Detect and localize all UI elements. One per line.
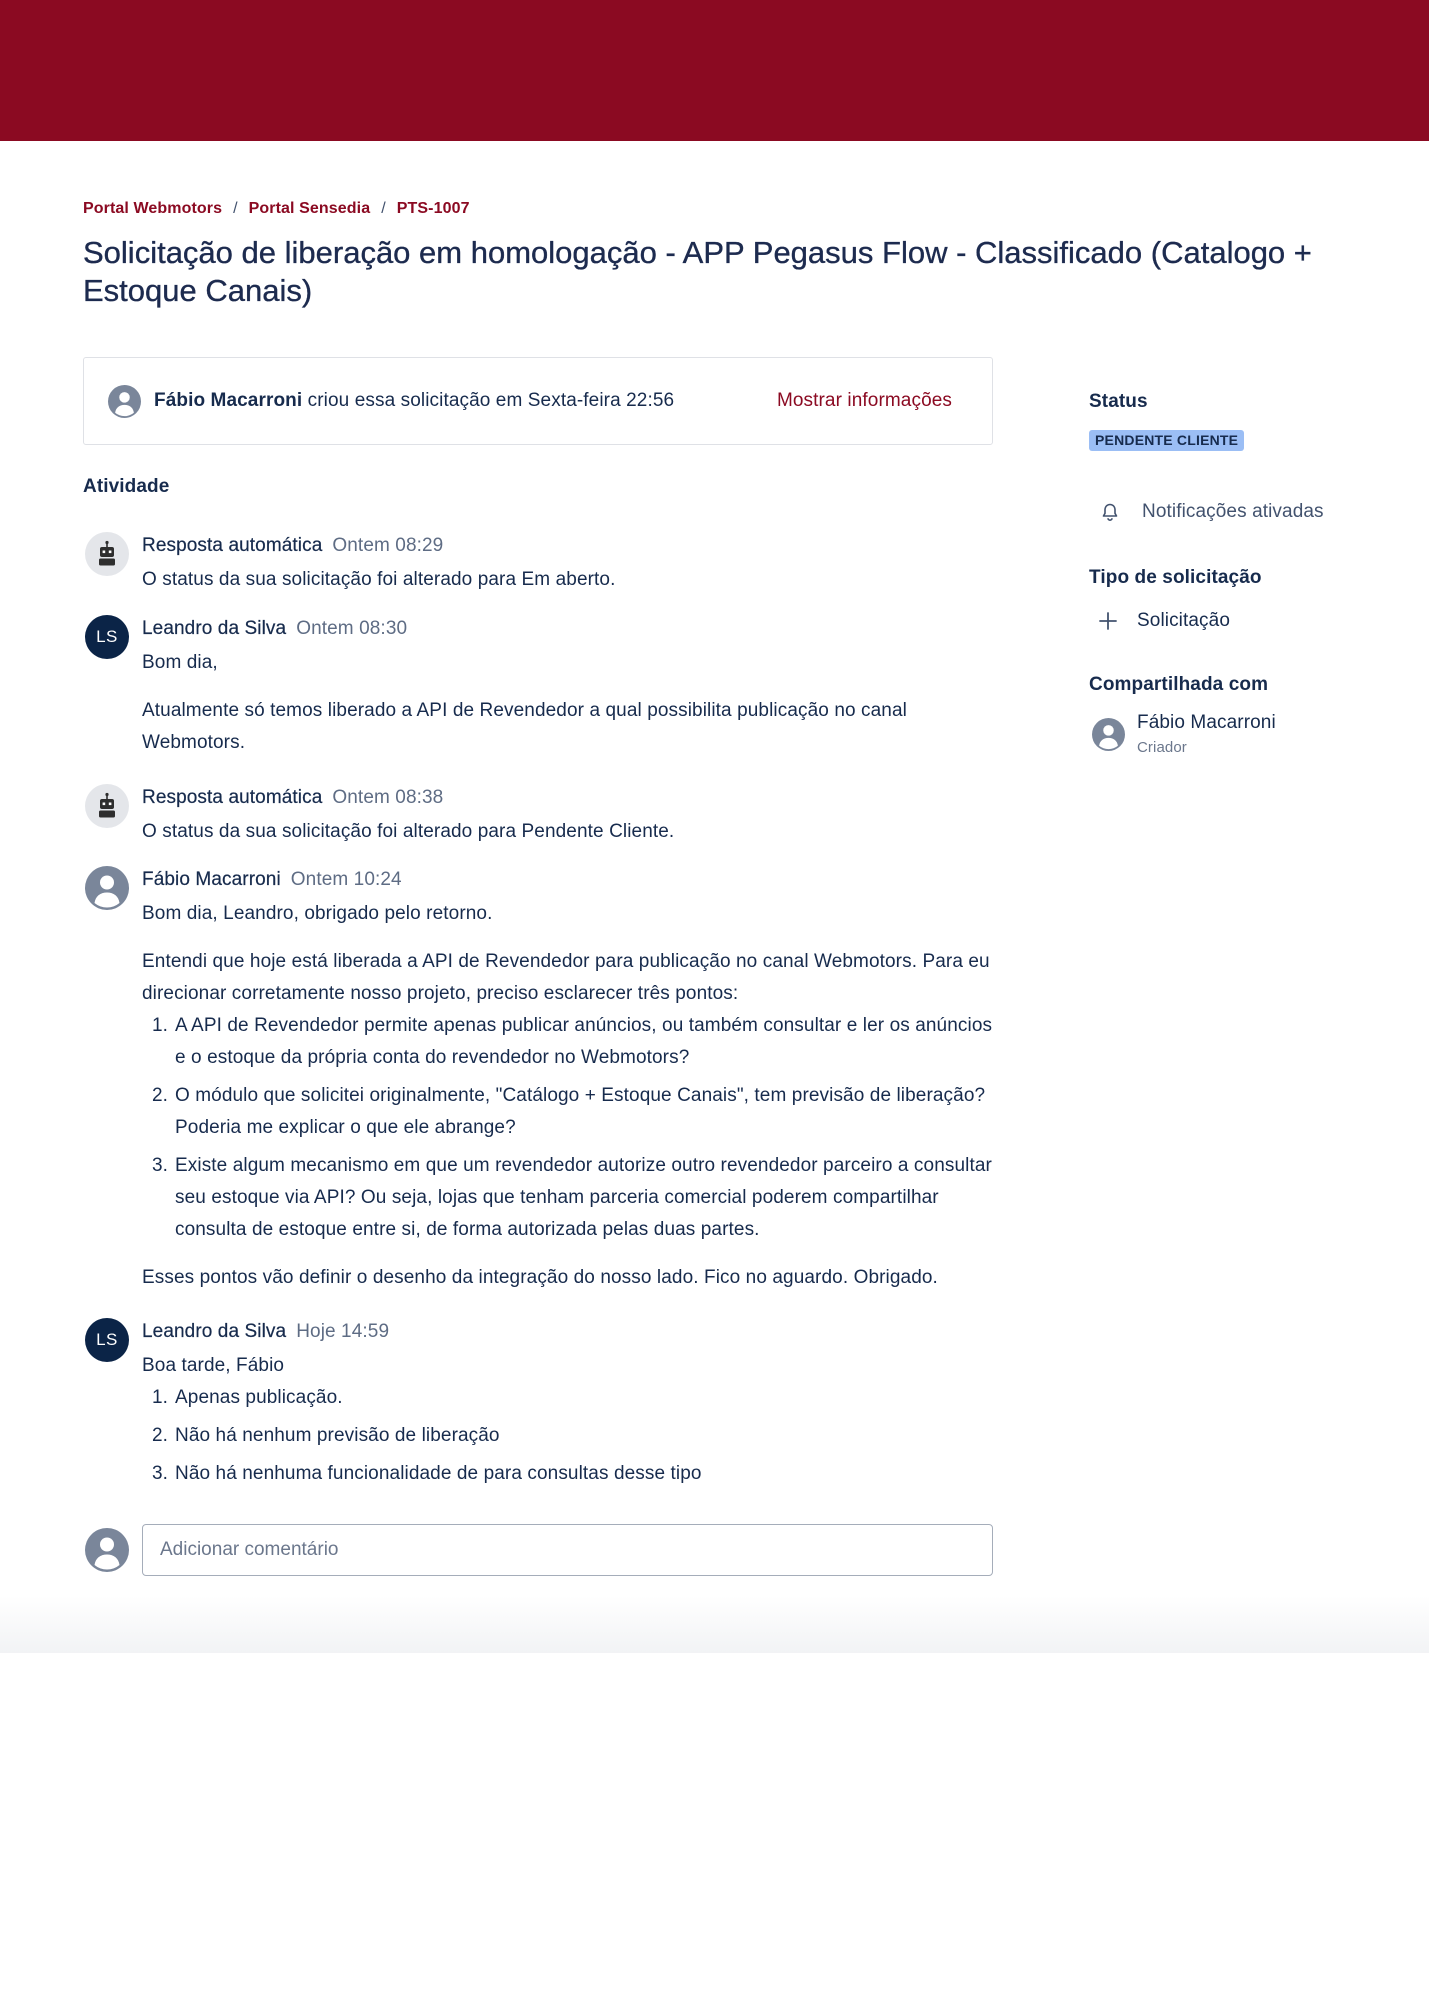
list-item-text: Não há nenhum previsão de liberação: [175, 1425, 500, 1446]
user-icon: [108, 385, 141, 418]
activity-header: [142, 1316, 993, 1348]
bot-icon: [85, 532, 129, 576]
breadcrumb-separator: /: [233, 200, 238, 217]
request-type-value: Solicitação: [1137, 610, 1230, 631]
activity-header: [142, 864, 993, 896]
numbered-list: [142, 1382, 993, 1490]
page-title: Solicitação de liberação em homologação - APP Pegasus Flow - Classificado (Catalogo + Estoque Canais): [83, 235, 1312, 308]
comment-row: [85, 1524, 993, 1576]
list-item: [142, 1080, 993, 1144]
activity-time: Hoje 14:59: [296, 1321, 390, 1342]
bot-icon: [85, 784, 129, 828]
notifications-toggle[interactable]: [1089, 498, 1389, 526]
activity-time: Ontem 08:38: [332, 787, 444, 808]
user-icon: [85, 866, 129, 910]
breadcrumb-portal-sensedia[interactable]: Portal Sensedia: [248, 200, 371, 217]
breadcrumb-portal-webmotors[interactable]: Portal Webmotors: [83, 200, 223, 217]
avatar: LS: [85, 615, 129, 659]
breadcrumb-separator: /: [381, 200, 386, 217]
request-info-box: [83, 357, 993, 445]
activity-content: [142, 864, 993, 1294]
list-item-text: A API de Revendedor permite apenas publicar anúncios, ou também consultar e ler os anúncios e o estoque da própria conta do revendedor no Webmotors?: [175, 1015, 993, 1068]
list-item-number: 3.: [151, 1155, 168, 1176]
shared-person-role: Criador: [1137, 739, 1187, 756]
numbered-list: [142, 1010, 993, 1246]
comment-input[interactable]: [142, 1524, 993, 1576]
request-created-text: [154, 389, 674, 413]
activity-item: [85, 1316, 993, 1490]
activity-content: [142, 1316, 993, 1490]
activity-item: [85, 782, 993, 848]
notifications-label: Notificações ativadas: [1142, 501, 1324, 522]
page-footer: [0, 1596, 1429, 1653]
list-item: [142, 1458, 993, 1490]
avatar: LS: [85, 1318, 129, 1362]
list-item-number: 1.: [151, 1015, 168, 1036]
list-item-text: O módulo que solicitei originalmente, "Catálogo + Estoque Canais", tem previsão de liberação? Poderia me explicar o que ele abrange?: [175, 1085, 986, 1138]
list-item-text: Não há nenhuma funcionalidade de para consultas desse tipo: [175, 1463, 702, 1484]
status-label: Status: [1089, 391, 1148, 412]
activity-author: Resposta automática: [142, 787, 323, 808]
activity-header: [142, 530, 993, 562]
list-item-number: 1.: [151, 1387, 168, 1408]
plus-icon: [1098, 611, 1118, 631]
breadcrumb-ticket-key[interactable]: PTS-1007: [396, 200, 470, 217]
shared-with-label: Compartilhada com: [1089, 674, 1269, 695]
activity-author: Resposta automática: [142, 535, 323, 556]
activity-time: Ontem 08:30: [296, 618, 408, 639]
activity-text: O status da sua solicitação foi alterado para Em aberto.: [142, 569, 616, 590]
activity-text: Atualmente só temos liberado a API de Revendedor a qual possibilita publicação no canal Webmotors.: [142, 700, 907, 753]
activity-text: Esses pontos vão definir o desenho da integração do nosso lado. Fico no aguardo. Obrigado.: [142, 1267, 938, 1288]
activity-text: Boa tarde, Fábio: [142, 1355, 285, 1376]
status-badge: PENDENTE CLIENTE: [1089, 430, 1244, 451]
request-type-label: Tipo de solicitação: [1089, 567, 1262, 588]
activity-author: Leandro da Silva: [142, 618, 287, 639]
activity-content: [142, 613, 993, 759]
activity-heading: Atividade: [83, 476, 170, 497]
activity-content: [142, 782, 993, 848]
activity-feed: [85, 530, 993, 1576]
list-item: [142, 1420, 993, 1452]
activity-author: Fábio Macarroni: [142, 869, 281, 890]
list-item-number: 2.: [151, 1425, 168, 1446]
activity-text: Entendi que hoje está liberada a API de Revendedor para publicação no canal Webmotors. Para eu direcionar corretamente nosso projeto, preciso esclarecer três pontos:: [142, 951, 990, 1004]
list-item: [142, 1150, 993, 1246]
request-type: [1089, 607, 1389, 635]
activity-item: [85, 864, 993, 1294]
activity-author: Leandro da Silva: [142, 1321, 287, 1342]
activity-text: Bom dia,: [142, 652, 218, 673]
list-item-number: 2.: [151, 1085, 168, 1106]
activity-time: Ontem 10:24: [290, 869, 402, 890]
bell-icon: [1100, 502, 1120, 522]
user-icon: [1092, 718, 1125, 751]
breadcrumb: [83, 199, 470, 219]
activity-item: [85, 613, 993, 759]
shared-person: [1089, 705, 1389, 757]
list-item: [142, 1010, 993, 1074]
list-item-text: Existe algum mecanismo em que um revendedor autorize outro revendedor parceiro a consultar seu estoque via API? Ou seja, lojas que tenham parceria comercial poderem compartilhar consulta de estoque entre si, de forma autorizada pelas duas partes.: [175, 1155, 992, 1240]
user-icon: [85, 1528, 129, 1572]
activity-text: Bom dia, Leandro, obrigado pelo retorno.: [142, 903, 493, 924]
activity-time: Ontem 08:29: [332, 535, 444, 556]
list-item: [142, 1382, 993, 1414]
request-sidebar: [1089, 0, 1409, 800]
activity-header: [142, 613, 993, 645]
activity-item: [85, 530, 993, 596]
show-info-link[interactable]: Mostrar informações: [776, 390, 952, 411]
list-item-number: 3.: [151, 1463, 168, 1484]
shared-person-name: Fábio Macarroni: [1137, 712, 1276, 733]
activity-header: [142, 782, 993, 814]
list-item-text: Apenas publicação.: [175, 1387, 343, 1408]
activity-text: O status da sua solicitação foi alterado para Pendente Cliente.: [142, 821, 675, 842]
activity-content: [142, 530, 993, 596]
request-author: Fábio Macarroni: [154, 390, 303, 411]
request-created-detail: criou essa solicitação em Sexta-feira 22:56: [307, 390, 675, 411]
